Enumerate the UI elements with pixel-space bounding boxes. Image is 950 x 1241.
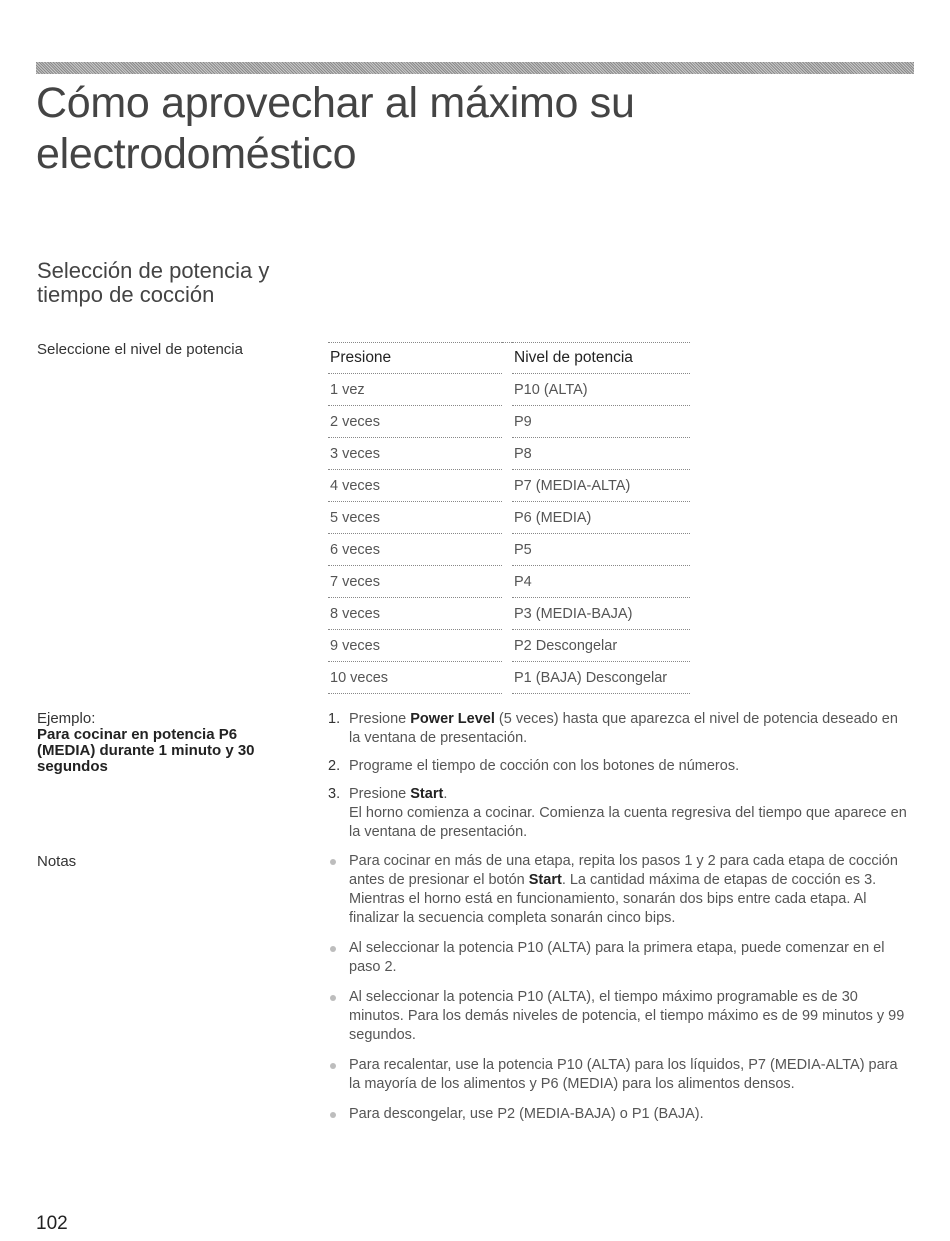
table-cell-gap xyxy=(502,534,512,566)
table-cell-press: 7 veces xyxy=(328,566,502,598)
note-button-name: Start xyxy=(528,872,562,888)
table-cell-power: P9 xyxy=(512,406,690,438)
bullet-icon xyxy=(330,859,336,865)
note-text: Al seleccionar la potencia P10 (ALTA) para la primera etapa, puede comenzar en el paso 2. xyxy=(349,940,885,975)
table-cell-press: 1 vez xyxy=(328,374,502,406)
table-cell-press: 2 veces xyxy=(328,406,502,438)
step-button-name: Start xyxy=(410,786,444,802)
page-title: Cómo aprovechar al máximo su electrodoméstico xyxy=(36,79,635,178)
power-level-table xyxy=(328,342,690,694)
page-number: 102 xyxy=(36,1213,68,1234)
table-cell-power: P4 xyxy=(512,566,690,598)
table-row xyxy=(328,406,690,438)
step-text-post: (5 veces) hasta que aparezca el nivel de potencia deseado en la ventana de presentación. xyxy=(349,711,898,746)
step-text-post: . xyxy=(443,786,448,802)
step-number: 1. xyxy=(328,711,341,727)
notes-list xyxy=(328,852,910,1135)
table-row xyxy=(328,374,690,406)
table-row xyxy=(328,438,690,470)
table-row xyxy=(328,662,690,694)
step-item xyxy=(328,785,908,842)
table-row xyxy=(328,534,690,566)
table-cell-power: P2 Descongelar xyxy=(512,630,690,662)
table-cell-gap xyxy=(502,470,512,502)
table-cell-press: 4 veces xyxy=(328,470,502,502)
step-item xyxy=(328,757,908,776)
notes-label: Notas xyxy=(37,853,77,870)
header-rule xyxy=(36,62,914,74)
table-cell-gap xyxy=(502,630,512,662)
table-row xyxy=(328,502,690,534)
table-cell-power: P10 (ALTA) xyxy=(512,374,690,406)
bullet-icon xyxy=(330,995,336,1001)
note-item xyxy=(328,1105,910,1124)
table-cell-power: P7 (MEDIA-ALTA) xyxy=(512,470,690,502)
table-cell-press: 3 veces xyxy=(328,438,502,470)
example-label: Ejemplo: xyxy=(37,710,96,727)
note-text: Para descongelar, use P2 (MEDIA-BAJA) o P1 (BAJA). xyxy=(349,1106,704,1122)
note-text-pre: Para cocinar en más de una etapa, repita los pasos 1 y 2 para cada etapa de cocción antes de presionar el botón xyxy=(349,853,898,888)
table-row xyxy=(328,566,690,598)
step-text: Programe el tiempo de cocción con los botones de números. xyxy=(349,758,740,774)
table-cell-power: P3 (MEDIA-BAJA) xyxy=(512,598,690,630)
table-cell-power: P5 xyxy=(512,534,690,566)
table-cell-press: 9 veces xyxy=(328,630,502,662)
table-header-press: Presione xyxy=(328,343,502,374)
example-text: Para cocinar en potencia P6 (MEDIA) durante 1 minuto y 30 segundos xyxy=(37,726,255,775)
step-text-pre: Presione xyxy=(349,711,411,727)
step-button-name: Power Level xyxy=(410,711,495,727)
table-header-row xyxy=(328,343,690,374)
note-item xyxy=(328,988,910,1045)
table-cell-press: 10 veces xyxy=(328,662,502,694)
table-cell-power: P8 xyxy=(512,438,690,470)
example-steps xyxy=(328,710,908,851)
table-row xyxy=(328,598,690,630)
note-text: Para recalentar, use la potencia P10 (ALTA) para los líquidos, P7 (MEDIA-ALTA) para la mayoría de los alimentos y P6 (MEDIA) para los alimentos densos. xyxy=(349,1057,898,1092)
table-cell-gap xyxy=(502,566,512,598)
step-text-pre: Presione xyxy=(349,786,411,802)
table-header-gap xyxy=(502,343,512,374)
step-number: 2. xyxy=(328,758,341,774)
table-cell-gap xyxy=(502,502,512,534)
bullet-icon xyxy=(330,1112,336,1118)
table-cell-press: 8 veces xyxy=(328,598,502,630)
table-cell-press: 5 veces xyxy=(328,502,502,534)
table-cell-press: 6 veces xyxy=(328,534,502,566)
step-item xyxy=(328,710,908,748)
note-text-post: . La cantidad máxima de etapas de cocción es 3. Mientras el horno está en funcionamiento, sonarán dos bips entre cada etapa. Al finalizar la secuencia completa sonarán cinco bips. xyxy=(349,872,877,926)
table-cell-gap xyxy=(502,598,512,630)
table-header-power: Nivel de potencia xyxy=(512,343,690,374)
note-item xyxy=(328,1056,910,1094)
bullet-icon xyxy=(330,1063,336,1069)
table-cell-gap xyxy=(502,662,512,694)
section-title: Selección de potencia y tiempo de cocción xyxy=(37,258,270,307)
table-cell-gap xyxy=(502,406,512,438)
step-number: 3. xyxy=(328,786,341,802)
example-block xyxy=(37,711,277,775)
select-power-label: Seleccione el nivel de potencia xyxy=(37,341,243,358)
table-row xyxy=(328,470,690,502)
note-text: Al seleccionar la potencia P10 (ALTA), el tiempo máximo programable es de 30 minutos. Para los demás niveles de potencia, el tiempo máximo es de 99 minutos y 99 segundos. xyxy=(349,989,905,1043)
note-item xyxy=(328,939,910,977)
note-item xyxy=(328,852,910,928)
table-cell-power: P6 (MEDIA) xyxy=(512,502,690,534)
table-cell-power: P1 (BAJA) Descongelar xyxy=(512,662,690,694)
table-row xyxy=(328,630,690,662)
table-cell-gap xyxy=(502,438,512,470)
table-cell-gap xyxy=(502,374,512,406)
step-detail: El horno comienza a cocinar. Comienza la cuenta regresiva del tiempo que aparece en la ventana de presentación. xyxy=(349,805,907,840)
bullet-icon xyxy=(330,946,336,952)
